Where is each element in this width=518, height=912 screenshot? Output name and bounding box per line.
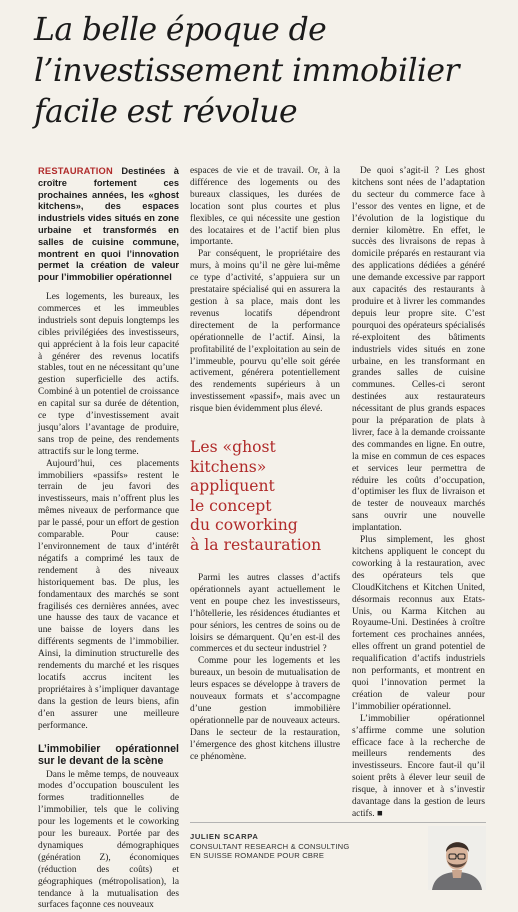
headline-line-1: La belle époque de <box>34 10 504 51</box>
author-name: JULIEN SCARPA <box>190 832 410 842</box>
column-2-lower <box>190 573 340 764</box>
body-paragraph: Plus simplement, les ghost kitchens appliquent le concept du coworking à la restauration, avec des opérateurs tels que CloudKitchens et Kitchen United, désormais reconnus aux Etats-Unis, ou Karma Kitchen au Royaume-Uni. Destinées à croître fortement ces prochaines années, elles offrent un grand potentiel de requalification d’actifs industriels non performants, et montrent en quoi l’innovation permet la création de valeur pour l’immobilier opérationnel. <box>352 535 485 714</box>
section-subheading: L’immobilier opérationnel sur le devant de la scène <box>38 743 179 767</box>
pull-quote-line: à la restauration <box>190 536 340 556</box>
body-paragraph: Dans le même temps, de nouveaux modes d’occupation bousculent les formes traditionnelles de l’immobilier, tels que le coliving pour les logements et le coworking pour les bureaux. Portée par des dynamiques démographiques (génération Z), économiques (réduction des coûts) et géographiques (métropolisation), la tendance à la mutualisation des surfaces façonne ces nouveaux <box>38 770 179 912</box>
lead-paragraph <box>38 166 179 284</box>
article-headline <box>34 10 504 133</box>
body-paragraph: Par conséquent, le propriétaire des murs, à moins qu’il ne gère lui-même ce type d’activité, s’appuiera sur un prestataire spécialisé qui en assurera la gestion à sa place, mais dont les revenus locatifs dépendront directement de la performance opérationnelle de l’actif. Ainsi, la profitabilité de l’exploitation au sein de l’immeuble, pourvu qu’elle soit gérée activement, générera potentiellement des rendements supérieurs à un investissement «passif», mais avec un risque bien évidemment plus élevé. <box>190 249 340 416</box>
body-paragraph: Les logements, les bureaux, les commerces et les immeubles industriels sont depuis longtemps les cibles privilégiées des investisseurs, qui apprécient à la fois leur capacité à générer des revenus locatifs stables, tout en ne nécessitant qu’une gestion superficielle des actifs. Combiné à un potentiel de croissance en capital sur sa durée de détention, ce type d’investissement avait jusqu’alors l’avantage de produire, sans trop de peine, des rendements attractifs sur le long terme. <box>38 292 179 459</box>
author-role: EN SUISSE ROMANDE POUR CBRE <box>190 851 410 861</box>
author-portrait-image <box>428 826 486 890</box>
section-rubric: RESTAURATION <box>38 166 113 176</box>
body-paragraph: espaces de vie et de travail. Or, à la différence des logements ou des bureaux classiques, les durées de location sont plus courtes et plus flexibles, ce qui nécessite une gestion des locataires et de l’actif bien plus importante. <box>190 166 340 249</box>
body-paragraph: L’immobilier opérationnel s’affirme comme une solution efficace face à la recherche de meilleurs rendements des investisseurs. Encore faut-il qu’il soient prêts à élever leur seuil de risque, à innover et à s’investir davantage dans la gestion de leurs actifs. ■ <box>352 714 485 821</box>
body-paragraph: Comme pour les logements et les bureaux, un besoin de mutualisation de leurs espaces se développe à travers de nouveaux formats et s’accompagne d’une gestion immobilière opérationnelle par de nouveaux acteurs. Dans le secteur de la restauration, l’émergence des ghost kitchens illustre ce phénomène. <box>190 656 340 763</box>
column-3 <box>352 166 485 821</box>
pull-quote-line: appliquent <box>190 477 340 497</box>
pull-quote-line: le concept <box>190 497 340 517</box>
signature-divider <box>190 822 486 823</box>
column-1 <box>38 166 179 912</box>
pull-quote <box>190 438 340 560</box>
body-paragraph: Parmi les autres classes d’actifs opérationnels ayant actuellement le vent en poupe chez les investisseurs, l’hôtellerie, les résidences étudiantes et pour séniors, les centres de soins ou de loisirs se démarquent. Qu’en est-il des commerces et du secteur industriel ? <box>190 573 340 656</box>
lead-text: Destinées à croître fortement ces prochaines années, les «ghost kitchens», des espaces industriels vides situés en zone urbaine et transformés en salles de cuisine commune, montrent en quoi l’innovation permet la création de valeur pour l’immobilier opérationnel <box>38 166 179 282</box>
author-role: CONSULTANT RESEARCH & CONSULTING <box>190 842 410 852</box>
pull-quote-line: kitchens» <box>190 458 340 478</box>
pull-quote-line: Les «ghost <box>190 438 340 458</box>
column-2 <box>190 166 340 416</box>
body-paragraph: Aujourd’hui, ces placements immobiliers «passifs» restent le terrain de jeu favori des investisseurs, mais n’offrent plus les mêmes niveaux de performance que par le passé, pour un effort de gestion comparable. Pour cause: l’environnement de taux d’intérêt négatifs a comprimé les taux de rendement à des niveaux historiquement bas. De plus, les fondamentaux des marchés se sont fragilisés ces dernières années, avec une hausse des taux de vacance et une baisse de loyers dans les différents segments de l’immobilier. Ainsi, la diminution structurelle des rendements du marché et les risques locatifs accrus incitent les propriétaires à s’impliquer davantage dans la gestion de leurs biens, afin d’en assurer une meilleure performance. <box>38 459 179 733</box>
pull-quote-line: du coworking <box>190 516 340 536</box>
headline-line-3: facile est révolue <box>34 92 504 133</box>
author-signature <box>190 832 410 861</box>
body-paragraph: De quoi s’agit-il ? Les ghost kitchens sont nées de l’adaptation du secteur du commerce face à l’essor des ventes en ligne, et de l’évolution de la logistique du dernier kilomètre. En effet, le succès des livraisons de repas à domicile préparés en restaurant via des applications dédiées a généré une demande excessive par rapport aux capacités des restaurants à produire et à livrer les commandes depuis leur propre site. C’est pourquoi des opérateurs spécialisés ré-exploitent des bâtiments industriels vides situés en zone urbaine, en les transformant en grandes salles de cuisine communes. Celles-ci seront destinées aux restaurateurs nécessitant de plus grands espaces pour la préparation de plats à livrer, face à la demande croissante des commandes en ligne. En outre, la mise en commun de ces espaces et services leur permettra de réduire les coûts d’occupation, d’optimiser les flux de livraison et de tester de nouveaux marchés sans ouvrir une nouvelle implantation. <box>352 166 485 535</box>
headline-line-2: l’investissement immobilier <box>34 51 504 92</box>
